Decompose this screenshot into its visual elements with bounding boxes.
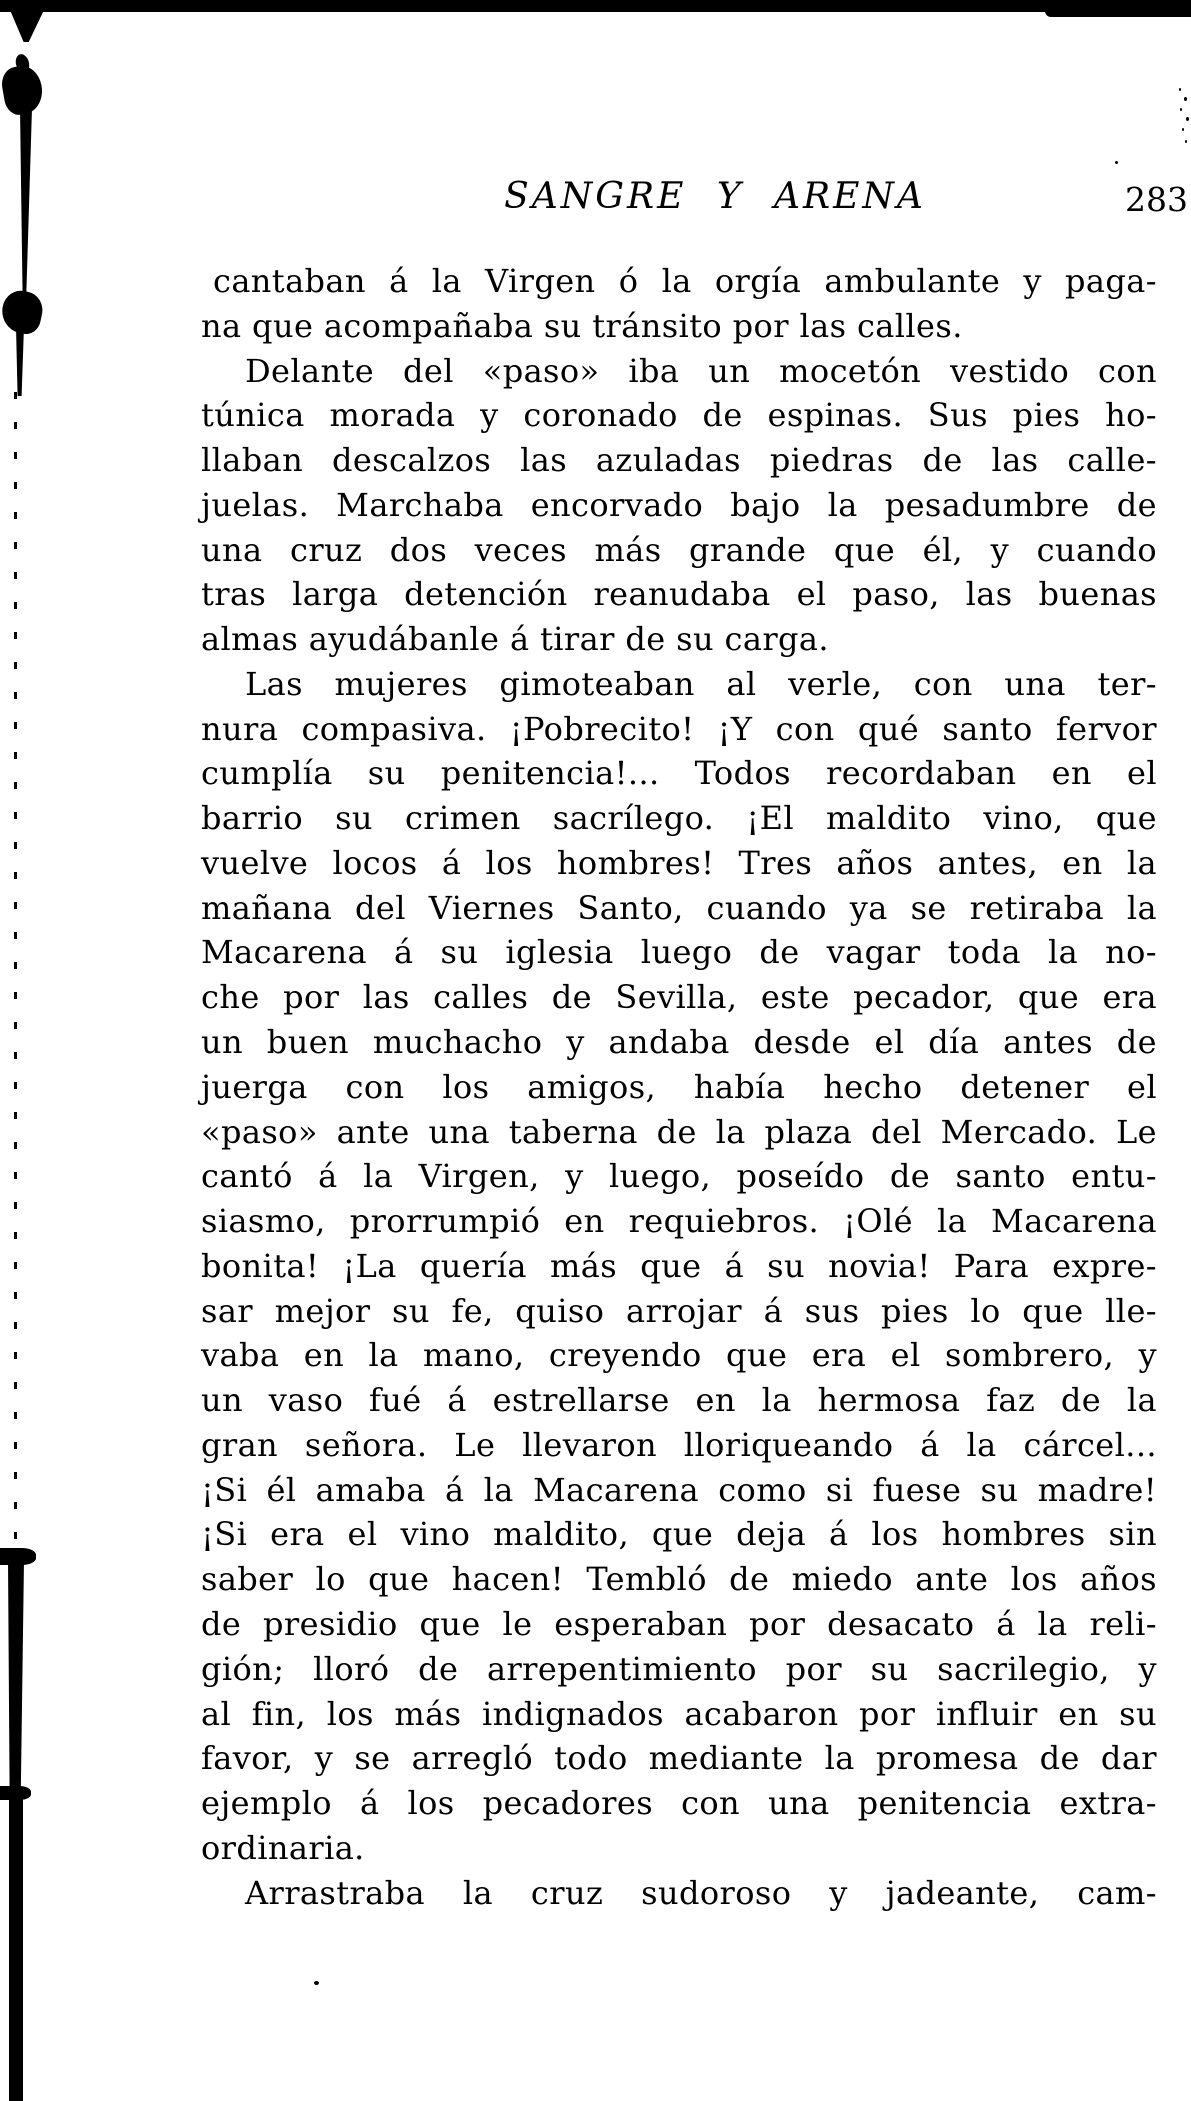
binding-line-mid [16,326,24,396]
text-line: cantaban á la Virgen ó la orgía ambulante y paga- [213,262,1157,300]
page-number: 283 [1125,180,1188,219]
text-line: ejemplo á los pecadores con una penitencia extra- [201,1784,1157,1823]
scan-top-edge-bar [0,0,1191,12]
text-line: cumplía su penitencia!... Todos recordaban en el [201,754,1157,793]
text-line: Macarena á su iglesia luego de vagar toda la no- [201,933,1157,972]
binding-line-bottom [9,1798,23,2101]
binding-line-lower [8,1560,24,1792]
text-line: juerga con los amigos, había hecho detener el [201,1067,1157,1106]
text-line: «paso» ante una taberna de la plaza del Mercado. Le [201,1112,1157,1151]
text-line: Arrastraba la cruz sudoroso y jadeante, cam- [245,1873,1157,1912]
scan-speckle [1179,88,1181,91]
text-line: barrio su crimen sacrílego. ¡El maldito vino, que [201,799,1157,838]
scan-speckle [1180,108,1182,111]
text-line: almas ayudábanle á tirar de su carga. [201,620,829,659]
text-line: juelas. Marchaba encorvado bajo la pesadumbre de [201,485,1157,524]
text-line: de presidio que le esperaban por desacato á la reli- [201,1604,1157,1643]
text-line: ¡Si era el vino maldito, que deja á los hombres sin [201,1515,1157,1554]
text-line: vaba en la mano, creyendo que era el sombrero, y [201,1336,1157,1375]
text-line: bonita! ¡La quería más que á su novia! Para expre- [201,1246,1157,1285]
text-line: una cruz dos veces más grande que él, y cuando [201,530,1157,569]
text-line: llaban descalzos las azuladas piedras de las calle- [201,441,1157,480]
text-block [201,259,1157,1915]
text-line: gran señora. Le llevaron lloriqueando á la cárcel... [201,1425,1157,1464]
scan-speckle [314,1981,319,1985]
running-head-title: SANGRE Y ARENA [504,176,926,217]
scan-speckle [1184,97,1187,101]
text-line: cantó á la Virgen, y luego, poseído de santo entu- [201,1157,1157,1196]
scan-speckle [1182,128,1184,131]
text-line: al fin, los más indignados acabaron por influir en su [201,1694,1157,1733]
text-line: na que acompañaba su tránsito por las calles. [201,306,963,345]
scan-speckle [1185,140,1187,143]
text-line: saber lo que hacen! Tembló de miedo ante los años [201,1560,1157,1599]
text-line: vuelve locos á los hombres! Tres años antes, en la [201,843,1157,882]
text-line: ¡Si él amaba á la Macarena como si fuese su madre! [201,1470,1157,1509]
binding-dashed-line [14,392,17,1552]
text-line: Delante del «paso» iba un mocetón vestido con [245,351,1157,390]
text-line: un vaso fué á estrellarse en la hermosa faz de la [201,1381,1157,1420]
text-line: siasmo, prorrumpió en requiebros. ¡Olé la Macarena [201,1202,1157,1241]
scan-top-edge-spike [10,10,44,42]
text-line: un buen muchacho y andaba desde el día antes de [201,1023,1157,1062]
text-line: sar mejor su fe, quiso arrojar á sus pies lo que lle- [201,1291,1157,1330]
scan-speckle [1186,117,1189,121]
scan-speckle [1115,161,1118,164]
text-line: gión; lloró de arrepentimiento por su sacrilegio, y [201,1649,1157,1688]
binding-line-upper [17,108,32,304]
text-line: tras larga detención reanudaba el paso, las buenas [201,575,1157,614]
text-line: ordinaria. [201,1828,365,1867]
text-line: che por las calles de Sevilla, este pecador, que era [201,978,1157,1017]
text-line: mañana del Viernes Santo, cuando ya se retiraba la [201,888,1157,927]
text-line: túnica morada y coronado de espinas. Sus pies ho- [201,396,1157,435]
text-line: nura compasiva. ¡Pobrecito! ¡Y con qué santo fervor [201,709,1157,748]
text-line: Las mujeres gimoteaban al verle, con una ter- [245,664,1157,703]
text-line: favor, y se arregló todo mediante la promesa de dar [201,1739,1157,1778]
scan-top-edge-bar-right [1045,0,1191,17]
